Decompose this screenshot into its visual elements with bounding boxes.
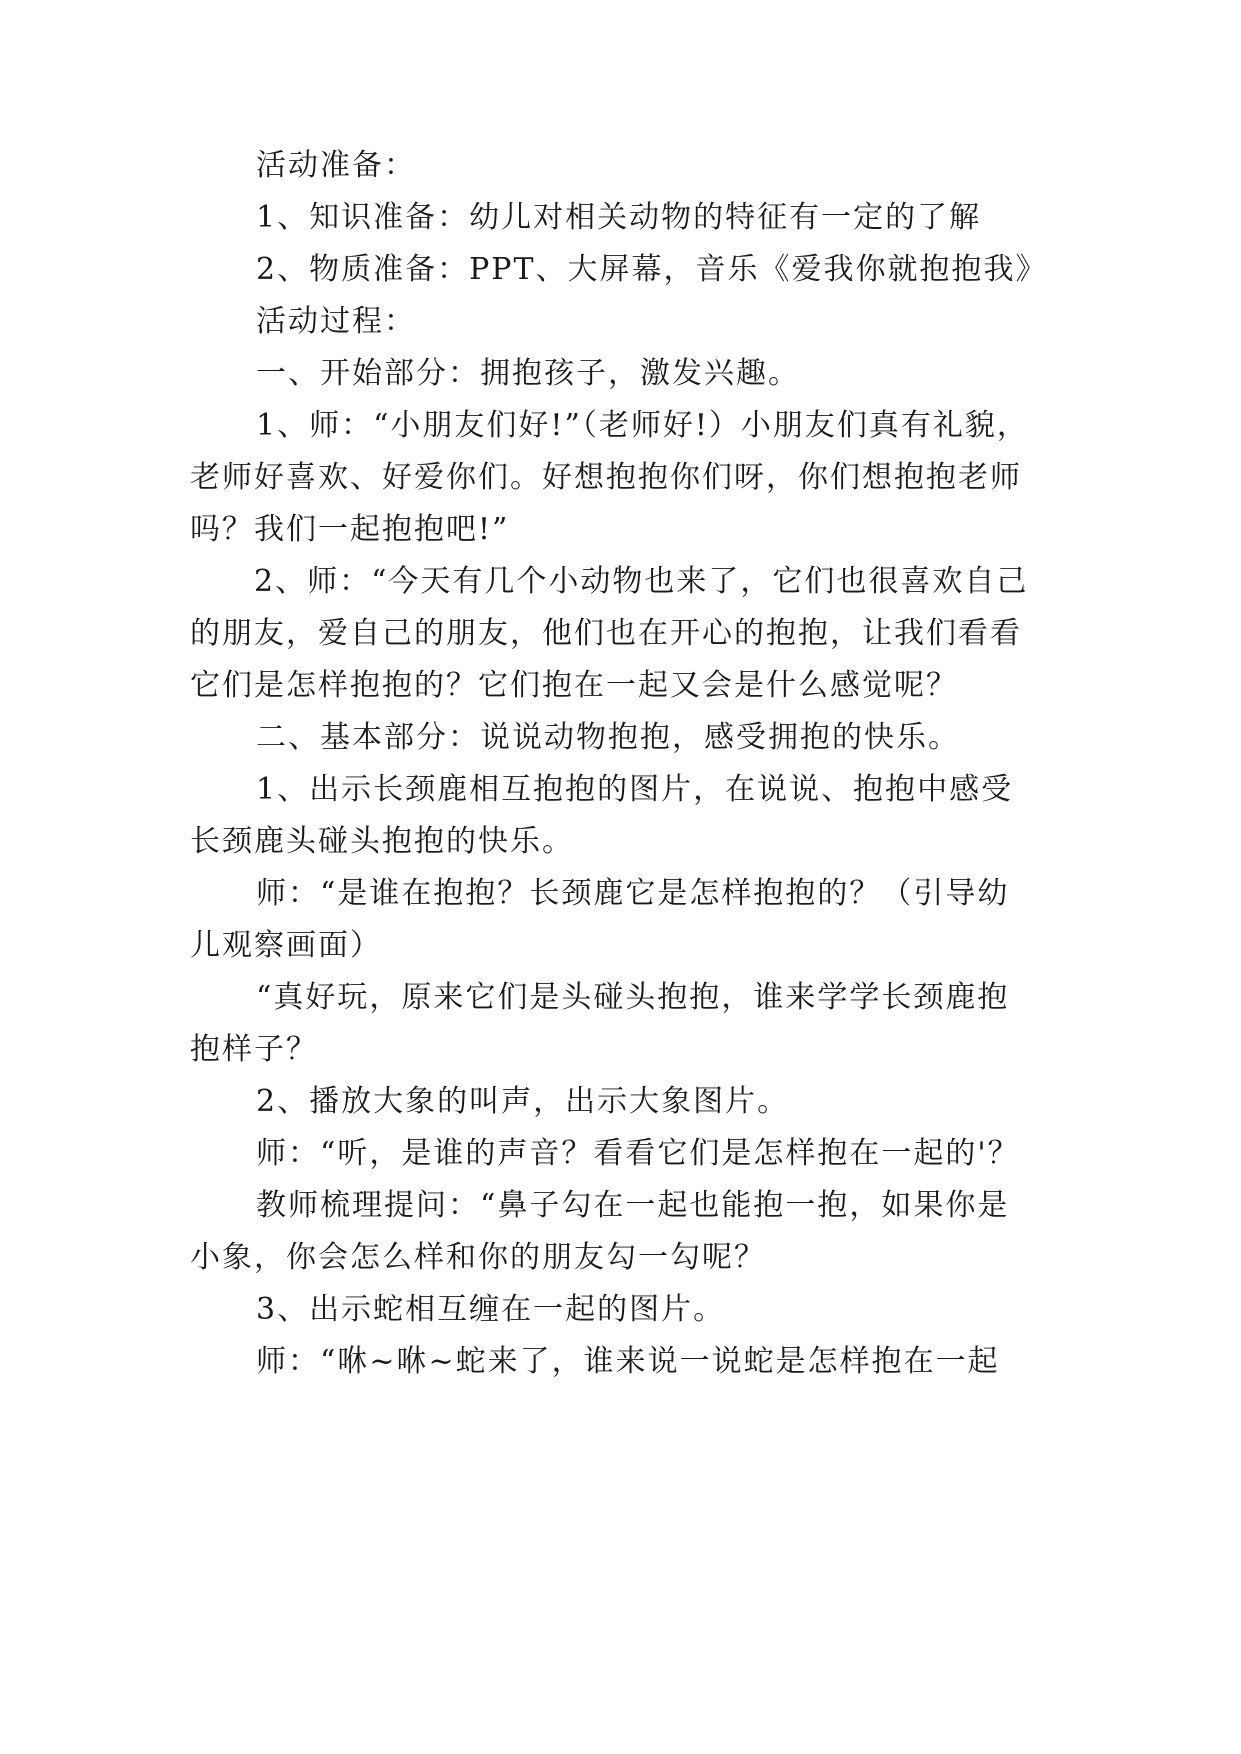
paragraph-line: 2、师：“今天有几个小动物也来了，它们也很喜欢自己 [254, 564, 1029, 599]
paragraph-line: 长颈鹿头碰头抱抱的快乐。 [190, 824, 574, 859]
paragraph-line: 小象，你会怎么样和你的朋友勾一勾呢？ [190, 1240, 766, 1275]
section-heading-part-one: 一、开始部分：拥抱孩子，激发兴趣。 [256, 356, 800, 391]
paragraph-line: 吗？我们一起抱抱吧!” [190, 512, 510, 547]
paragraph-line: 抱样子？ [190, 1032, 318, 1067]
paragraph-line: 老师好喜欢、好爱你们。好想抱抱你们呀，你们想抱抱老师 [190, 460, 1022, 495]
paragraph-line: 儿观察画面） [190, 928, 382, 963]
paragraph-line: 师：“听，是谁的声音？看看它们是怎样抱在一起的'？ [256, 1136, 1020, 1171]
paragraph-line: 它们是怎样抱抱的？它们抱在一起又会是什么感觉呢？ [190, 668, 958, 703]
paragraph-line: 1、师：“小朋友们好!”（老师好!）小朋友们真有礼貌， [256, 408, 1029, 443]
paragraph-line: 2、物质准备：PPT、大屏幕，音乐《爱我你就抱抱我》 [256, 252, 1048, 287]
section-heading-preparation: 活动准备： [256, 148, 416, 183]
paragraph-line: 师：“咻~咻~蛇来了，谁来说一说蛇是怎样抱在一起 [256, 1344, 1000, 1379]
paragraph-line: 的朋友，爱自己的朋友，他们也在开心的抱抱，让我们看看 [190, 616, 1022, 651]
section-heading-part-two: 二、基本部分：说说动物抱抱，感受拥抱的快乐。 [256, 720, 960, 755]
paragraph-line: “真好玩，原来它们是头碰头抱抱，谁来学学长颈鹿抱 [256, 980, 1010, 1015]
paragraph-line: 2、播放大象的叫声，出示大象图片。 [256, 1084, 790, 1119]
section-heading-process: 活动过程： [256, 304, 416, 339]
paragraph-line: 3、出示蛇相互缠在一起的图片。 [256, 1292, 726, 1327]
paragraph-line: 教师梳理提问：“鼻子勾在一起也能抱一抱，如果你是 [256, 1188, 1010, 1223]
paragraph-line: 1、知识准备：幼儿对相关动物的特征有一定的了解 [256, 200, 982, 235]
paragraph-line: 1、出示长颈鹿相互抱抱的图片，在说说、抱抱中感受 [256, 772, 1014, 807]
paragraph-line: 师：“是谁在抱抱？长颈鹿它是怎样抱抱的？（引导幼 [256, 876, 1010, 911]
